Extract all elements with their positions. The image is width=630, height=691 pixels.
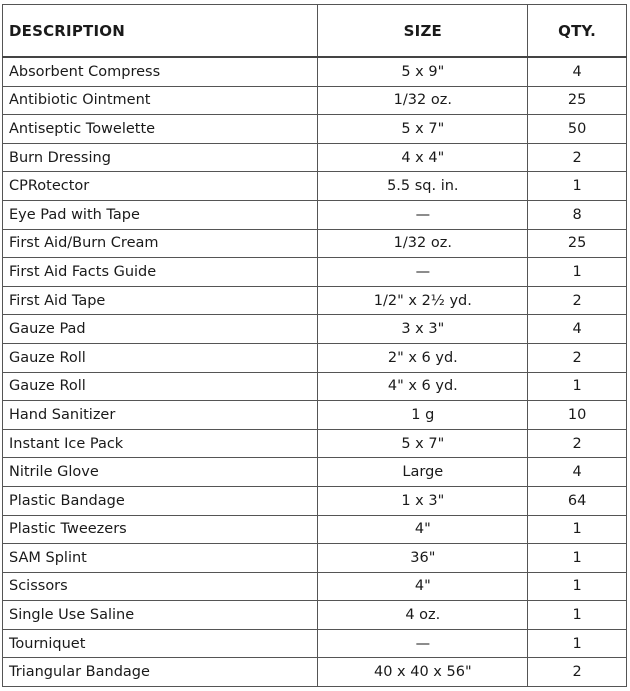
- cell-description: Absorbent Compress: [3, 57, 318, 86]
- cell-qty: 10: [528, 401, 627, 430]
- table-row: [3, 515, 627, 544]
- cell-description: Triangular Bandage: [3, 658, 318, 687]
- cell-description: CPRotector: [3, 172, 318, 201]
- cell-size: 4 oz.: [318, 601, 528, 630]
- cell-description: Nitrile Glove: [3, 458, 318, 487]
- cell-qty: 2: [528, 286, 627, 315]
- cell-qty: 1: [528, 515, 627, 544]
- cell-size: —: [318, 629, 528, 658]
- cell-qty: 25: [528, 229, 627, 258]
- cell-size: 36": [318, 544, 528, 573]
- cell-qty: 2: [528, 429, 627, 458]
- cell-description: Plastic Bandage: [3, 486, 318, 515]
- header-description: DESCRIPTION: [3, 5, 318, 58]
- cell-size: 5.5 sq. in.: [318, 172, 528, 201]
- cell-qty: 4: [528, 458, 627, 487]
- table-row: [3, 572, 627, 601]
- cell-size: 5 x 9": [318, 57, 528, 86]
- table-row: [3, 115, 627, 144]
- table-row: [3, 429, 627, 458]
- header-row: [3, 5, 627, 58]
- table-row: [3, 544, 627, 573]
- cell-qty: 2: [528, 658, 627, 687]
- cell-size: 1/2" x 2½ yd.: [318, 286, 528, 315]
- cell-description: Plastic Tweezers: [3, 515, 318, 544]
- cell-qty: 4: [528, 57, 627, 86]
- cell-description: Antibiotic Ointment: [3, 86, 318, 115]
- cell-size: Large: [318, 458, 528, 487]
- table-header: [3, 5, 627, 58]
- cell-description: Gauze Pad: [3, 315, 318, 344]
- table-row: [3, 343, 627, 372]
- cell-qty: 1: [528, 572, 627, 601]
- cell-size: 1/32 oz.: [318, 229, 528, 258]
- cell-description: SAM Splint: [3, 544, 318, 573]
- cell-size: 4 x 4": [318, 143, 528, 172]
- cell-size: 1 x 3": [318, 486, 528, 515]
- cell-size: 4" x 6 yd.: [318, 372, 528, 401]
- cell-description: Eye Pad with Tape: [3, 200, 318, 229]
- table-row: [3, 315, 627, 344]
- cell-description: First Aid/Burn Cream: [3, 229, 318, 258]
- cell-description: Antiseptic Towelette: [3, 115, 318, 144]
- cell-size: 2" x 6 yd.: [318, 343, 528, 372]
- cell-qty: 1: [528, 172, 627, 201]
- cell-size: —: [318, 258, 528, 287]
- cell-qty: 4: [528, 315, 627, 344]
- cell-description: First Aid Tape: [3, 286, 318, 315]
- header-size: SIZE: [318, 5, 528, 58]
- cell-qty: 64: [528, 486, 627, 515]
- table-row: [3, 486, 627, 515]
- table-row: [3, 601, 627, 630]
- table-row: [3, 229, 627, 258]
- cell-size: 40 x 40 x 56": [318, 658, 528, 687]
- table-row: [3, 200, 627, 229]
- cell-qty: 1: [528, 629, 627, 658]
- cell-qty: 1: [528, 544, 627, 573]
- cell-qty: 1: [528, 372, 627, 401]
- cell-qty: 1: [528, 601, 627, 630]
- table-row: [3, 629, 627, 658]
- cell-qty: 2: [528, 143, 627, 172]
- table-row: [3, 172, 627, 201]
- table-row: [3, 458, 627, 487]
- cell-description: First Aid Facts Guide: [3, 258, 318, 287]
- cell-qty: 2: [528, 343, 627, 372]
- cell-description: Tourniquet: [3, 629, 318, 658]
- table-row: [3, 658, 627, 687]
- cell-size: 4": [318, 515, 528, 544]
- cell-description: Instant Ice Pack: [3, 429, 318, 458]
- cell-size: 4": [318, 572, 528, 601]
- kit-contents-table: [2, 4, 627, 687]
- cell-description: Gauze Roll: [3, 343, 318, 372]
- cell-description: Scissors: [3, 572, 318, 601]
- table-row: [3, 372, 627, 401]
- table-row: [3, 86, 627, 115]
- cell-description: Single Use Saline: [3, 601, 318, 630]
- cell-qty: 8: [528, 200, 627, 229]
- table-row: [3, 286, 627, 315]
- cell-size: —: [318, 200, 528, 229]
- table-body: [3, 57, 627, 687]
- cell-size: 5 x 7": [318, 115, 528, 144]
- cell-qty: 1: [528, 258, 627, 287]
- cell-size: 1 g: [318, 401, 528, 430]
- cell-qty: 25: [528, 86, 627, 115]
- cell-description: Burn Dressing: [3, 143, 318, 172]
- cell-size: 3 x 3": [318, 315, 528, 344]
- table-row: [3, 57, 627, 86]
- cell-size: 1/32 oz.: [318, 86, 528, 115]
- cell-qty: 50: [528, 115, 627, 144]
- table-row: [3, 143, 627, 172]
- table-row: [3, 401, 627, 430]
- cell-size: 5 x 7": [318, 429, 528, 458]
- cell-description: Gauze Roll: [3, 372, 318, 401]
- header-qty: QTY.: [528, 5, 627, 58]
- table-row: [3, 258, 627, 287]
- cell-description: Hand Sanitizer: [3, 401, 318, 430]
